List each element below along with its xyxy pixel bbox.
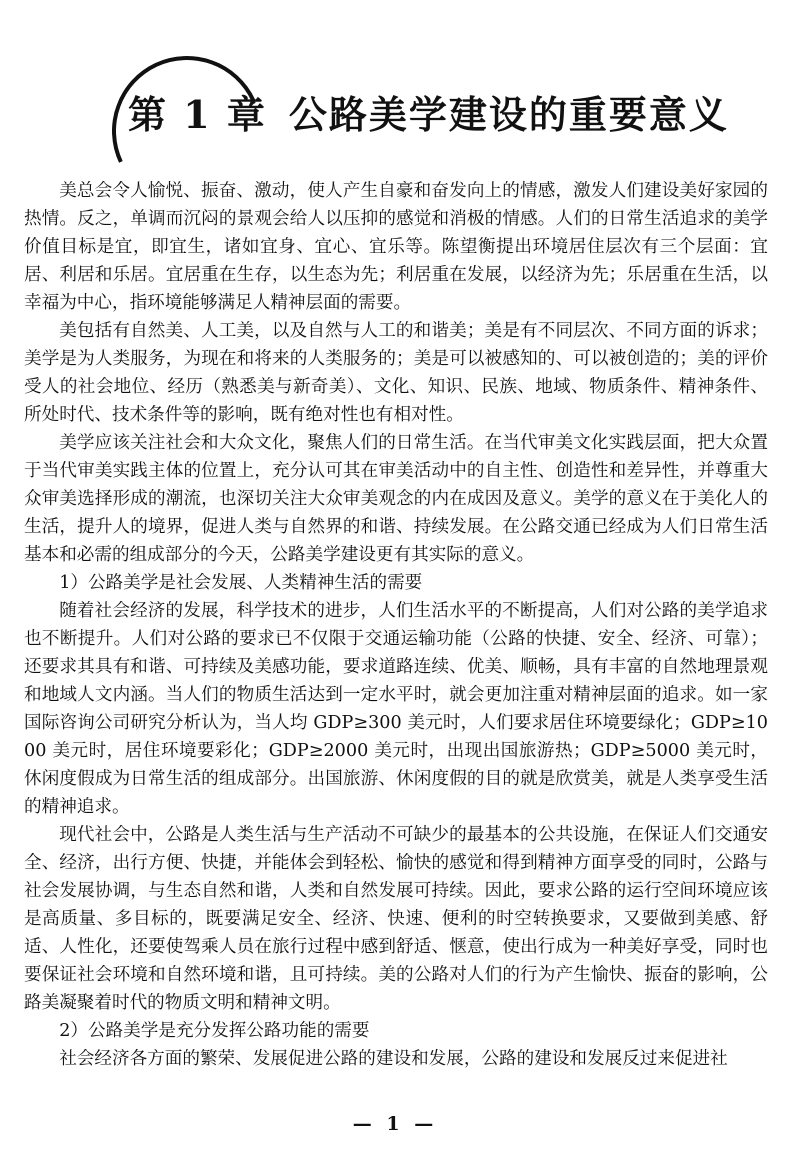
paragraph: 美包括有自然美、人工美，以及自然与人工的和谐美；美是有不同层次、不同方面的诉求；美学是为人类服务，为现在和将来的人类服务的；美是可以被感知的、可以被创造的；美的评价受人的社会地位、经历（熟悉美与新奇美）、文化、知识、民族、地域、物质条件、精神条件、所处时代、技术条件等的影响，既有绝对性也有相对性。 (24, 321, 768, 425)
chapter-name: 公路美学建设的重要意义 (288, 92, 729, 137)
paragraph: 现代社会中，公路是人类生活与生产活动不可缺少的最基本的公共设施，在保证人们交通安全、经济，出行方便、快捷，并能体会到轻松、愉快的感觉和得到精神方面享受的同时，公路与社会发展协调，与生态自然和谐，人类和自然发展可持续。因此，要求公路的运行空间环境应该是高质量、多目标的，既要满足安全、经济、快速、便利的时空转换要求，又要做到美感、舒适、人性化，还要使驾乘人员在旅行过程中感到舒适、惬意，使出行成为一种美好享受，同时也要保证社会环境和自然环境和谐，且可持续。美的公路对人们的行为产生愉快、振奋的影响，公路美凝聚着时代的物质文明和精神文明。 (24, 825, 768, 1013)
paragraph: 社会经济各方面的繁荣、发展促进公路的建设和发展，公路的建设和发展反过来促进社 (59, 1049, 728, 1069)
paragraph: 美学应该关注社会和大众文化，聚焦人们的日常生活。在当代审美文化实践层面，把大众置于当代审美实践主体的位置上，充分认可其在审美活动中的自主性、创造性和差异性，并尊重大众审美选择形成的潮流，也深切关注大众审美观念的内在成因及意义。美学的意义在于美化人的生活，提升人的境界，促进人类与自然界的和谐、持续发展。在公路交通已经成为人们日常生活基本和必需的组成部分的今天，公路美学建设更有其实际的意义。 (24, 433, 768, 565)
section-heading: 1）公路美学是社会发展、人类精神生活的需要 (59, 573, 423, 593)
paragraph: 随着社会经济的发展，科学技术的进步，人们生活水平的不断提高，人们对公路的美学追求也不断提升。人们对公路的要求已不仅限于交通运输功能（公路的快捷、安全、经济、可靠）；还要求其具有和谐、可持续及美感功能，要求道路连续、优美、顺畅，具有丰富的自然地理景观和地域人文内涵。当人们的物质生活达到一定水平时，就会更加注重对精神层面的追求。如一家国际咨询公司研究分析认为，当人均 GDP≥300 美元时，人们要求居住环境要绿化；GDP≥1000 美元时，居住环境要彩化；GDP≥2000 美元时，出现出国旅游热；GDP≥5000 美元时，休闲度假成为日常生活的组成部分。出国旅游、休闲度假的目的就是欣赏美，就是人类享受生活的精神追求。 (24, 601, 768, 817)
body-text (24, 177, 768, 1073)
chapter-title (128, 90, 729, 140)
section-heading: 2）公路美学是充分发挥公路功能的需要 (59, 1021, 370, 1041)
chapter-number: 第 1 章 (128, 92, 267, 137)
page-number: — 1 — (352, 1113, 438, 1135)
chapter-header (0, 50, 790, 160)
paragraph: 美总会令人愉悦、振奋、激动，使人产生自豪和奋发向上的情感，激发人们建设美好家园的热情。反之，单调而沉闷的景观会给人以压抑的感觉和消极的情感。人们的日常生活追求的美学价值目标是宜，即宜生，诸如宜身、宜心、宜乐等。陈望衡提出环境居住层次有三个层面：宜居、利居和乐居。宜居重在生存，以生态为先；利居重在发展，以经济为先；乐居重在生活，以幸福为中心，指环境能够满足人精神层面的需要。 (24, 181, 768, 313)
